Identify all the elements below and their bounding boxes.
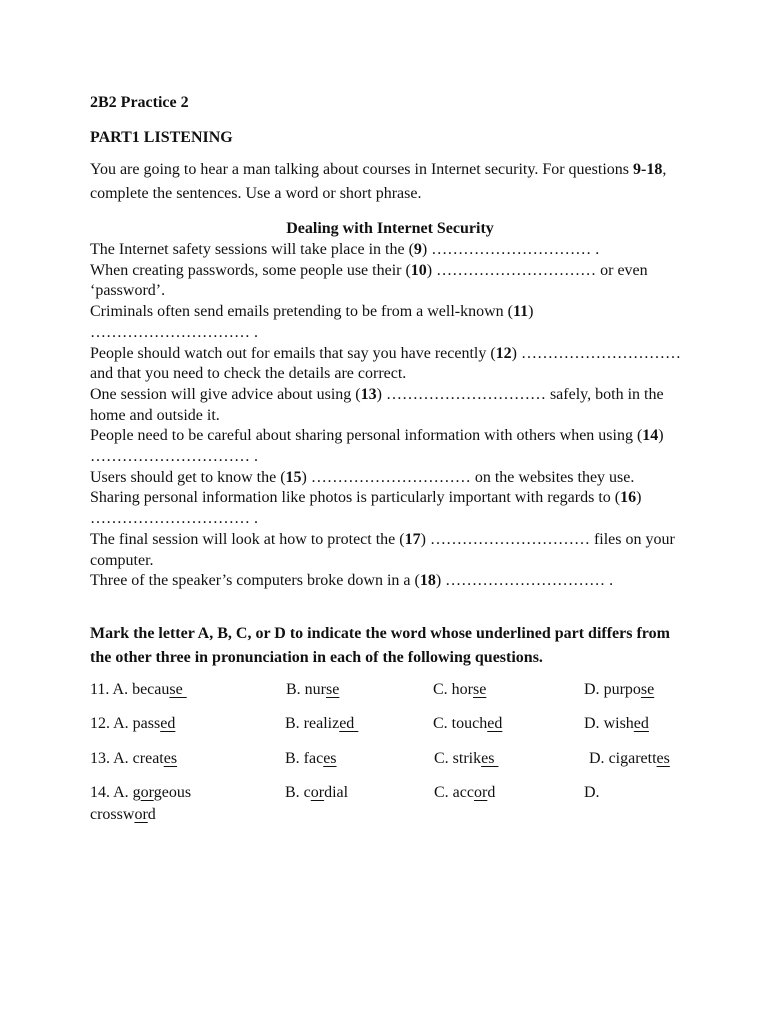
- option-d-label: [584, 782, 604, 804]
- sentence-text: The Internet safety sessions will take place in the (: [90, 241, 414, 258]
- document-title: 2B2 Practice 2: [90, 94, 189, 111]
- option-label: C.: [434, 784, 453, 802]
- option-label: B.: [285, 784, 304, 802]
- option-word-part: purpo: [603, 680, 641, 698]
- sentence-item: [90, 240, 690, 261]
- sentence-text: Sharing personal information like photos is particularly important with regards to (: [90, 489, 621, 507]
- intro-text-before: You are going to hear a man talking about courses in Internet security. For questions: [90, 161, 633, 178]
- option-a: [90, 782, 191, 804]
- option-b: [285, 748, 337, 770]
- gap-number: 15: [285, 468, 302, 486]
- option-c: [434, 782, 495, 804]
- sentence-gap: ) ………………………… .: [90, 489, 642, 528]
- option-word-part: geous: [153, 784, 192, 802]
- sentence-item: [90, 530, 690, 571]
- underlined-part: ed: [160, 715, 176, 733]
- option-label: B.: [285, 749, 304, 767]
- option-word-part: d: [487, 784, 496, 802]
- gap-number: 11: [513, 303, 529, 321]
- sentence-text: The final session will look at how to protect the (: [90, 530, 405, 548]
- option-word-part: hor: [451, 680, 473, 698]
- option-word-part: g: [132, 784, 141, 802]
- option-word-part: becau: [132, 680, 170, 698]
- option-c: [433, 713, 502, 735]
- sentence-text: One session will give advice about using (: [90, 385, 361, 403]
- document-page: [90, 92, 690, 824]
- option-word-part: creat: [132, 749, 164, 767]
- intro-text-after: , complete the sentences. Use a word or short phrase.: [90, 161, 667, 202]
- section-title: Dealing with Internet Security: [286, 220, 494, 237]
- option-label: C.: [433, 715, 452, 733]
- gap-number: 16: [620, 489, 637, 507]
- sentence-item: [90, 426, 690, 467]
- option-word-part: nur: [304, 680, 326, 698]
- option-a: [90, 748, 177, 770]
- option-word-part: d: [147, 806, 156, 824]
- option-b: [286, 679, 339, 701]
- option-word-part: crossw: [90, 806, 135, 824]
- underlined-part: or: [140, 784, 154, 802]
- part-title: PART1 LISTENING: [90, 129, 233, 146]
- underlined-part: or: [310, 784, 325, 802]
- underlined-part: es: [481, 749, 499, 767]
- sentence-gap: ) ………………………… .: [90, 303, 534, 341]
- sentence-gap: ) ………………………… and that you need to check the details are correct.: [90, 344, 681, 383]
- underlined-part: or: [134, 806, 148, 824]
- option-label: C.: [433, 680, 452, 698]
- gap-number: 10: [410, 261, 427, 279]
- underlined-part: se: [169, 680, 187, 698]
- question-row: [90, 782, 690, 824]
- option-label: 13. A.: [90, 749, 133, 767]
- option-label: D.: [589, 749, 609, 767]
- underlined-part: se: [326, 680, 340, 698]
- option-c: [433, 679, 486, 701]
- sentence-gap: ) ………………………… .: [421, 241, 600, 258]
- option-a: [90, 679, 187, 701]
- sentence-text: People need to be careful about sharing personal information with others when using (: [90, 427, 643, 445]
- question-row: [90, 679, 690, 714]
- option-word-part: acc: [452, 784, 474, 802]
- sentence-text: Three of the speaker’s computers broke down in a (: [90, 572, 420, 590]
- underlined-part: ed: [487, 715, 503, 733]
- intro-range: 9-18: [633, 161, 663, 178]
- option-word-part: touch: [451, 715, 488, 733]
- option-d: [584, 679, 654, 701]
- option-d-word: [90, 804, 156, 826]
- sentence-item: [90, 261, 690, 302]
- option-label: B.: [286, 680, 305, 698]
- question-list: [90, 679, 690, 824]
- gap-number: 12: [495, 344, 512, 362]
- underlined-part: se: [473, 680, 487, 698]
- option-b: [285, 713, 358, 735]
- sentence-text: Criminals often send emails pretending to be from a well-known (: [90, 303, 514, 321]
- option-b: [285, 782, 348, 804]
- underlined-part: es: [163, 749, 178, 767]
- option-d: [589, 748, 670, 770]
- gap-number: 14: [642, 427, 659, 445]
- option-label: B.: [285, 715, 304, 733]
- listening-intro: [90, 158, 690, 206]
- option-label: 14. A.: [90, 784, 133, 802]
- sentence-text: Users should get to know the (: [90, 468, 286, 486]
- pronunciation-instruction: Mark the letter A, B, C, or D to indicate the word whose underlined part differs from the other three in pronunciation in each of the following questions.: [90, 624, 670, 666]
- option-word-part: c: [303, 784, 311, 802]
- sentence-gap: ) ………………………… files on your computer.: [90, 530, 675, 569]
- sentence-list: [90, 240, 690, 592]
- sentence-item: [90, 488, 690, 529]
- underlined-part: ed: [633, 715, 649, 733]
- option-a: [90, 713, 175, 735]
- sentence-item: [90, 571, 690, 592]
- option-d: [584, 713, 649, 735]
- option-word-part: wish: [603, 715, 634, 733]
- gap-number: 9: [413, 241, 422, 258]
- sentence-item: [90, 302, 690, 343]
- option-word-part: realiz: [303, 715, 340, 733]
- option-label: D.: [584, 784, 604, 802]
- underlined-part: se: [640, 680, 655, 698]
- option-word-part: pass: [132, 715, 161, 733]
- underlined-part: ed: [339, 715, 359, 733]
- question-row: [90, 713, 690, 748]
- sentence-gap: ) ………………………… on the websites they use.: [301, 468, 635, 486]
- question-row: [90, 748, 690, 783]
- underlined-part: es: [323, 749, 337, 767]
- sentence-text: People should watch out for emails that say you have recently (: [90, 344, 496, 362]
- gap-number: 13: [360, 385, 377, 403]
- gap-number: 18: [419, 572, 436, 590]
- option-word-part: fac: [303, 749, 324, 767]
- sentence-item: [90, 468, 690, 489]
- sentence-item: [90, 344, 690, 385]
- option-label: 11. A.: [90, 680, 133, 698]
- sentence-gap: ) ………………………… .: [90, 427, 664, 466]
- option-label: 12. A.: [90, 715, 133, 733]
- sentence-gap: ) ………………………… or even ‘password’.: [90, 261, 648, 300]
- option-word-part: strik: [452, 749, 482, 767]
- gap-number: 17: [404, 530, 421, 548]
- sentence-gap: ) ………………………… .: [435, 572, 614, 590]
- sentence-item: [90, 385, 690, 426]
- option-label: D.: [584, 680, 604, 698]
- underlined-part: es: [656, 749, 670, 767]
- option-c: [434, 748, 498, 770]
- option-label: D.: [584, 715, 604, 733]
- option-word-part: dial: [324, 784, 349, 802]
- underlined-part: or: [473, 784, 488, 802]
- option-label: C.: [434, 749, 453, 767]
- sentence-text: When creating passwords, some people use their (: [90, 261, 411, 279]
- option-word-part: cigarett: [608, 749, 657, 767]
- sentence-gap: ) ………………………… safely, both in the home and outside it.: [90, 385, 664, 424]
